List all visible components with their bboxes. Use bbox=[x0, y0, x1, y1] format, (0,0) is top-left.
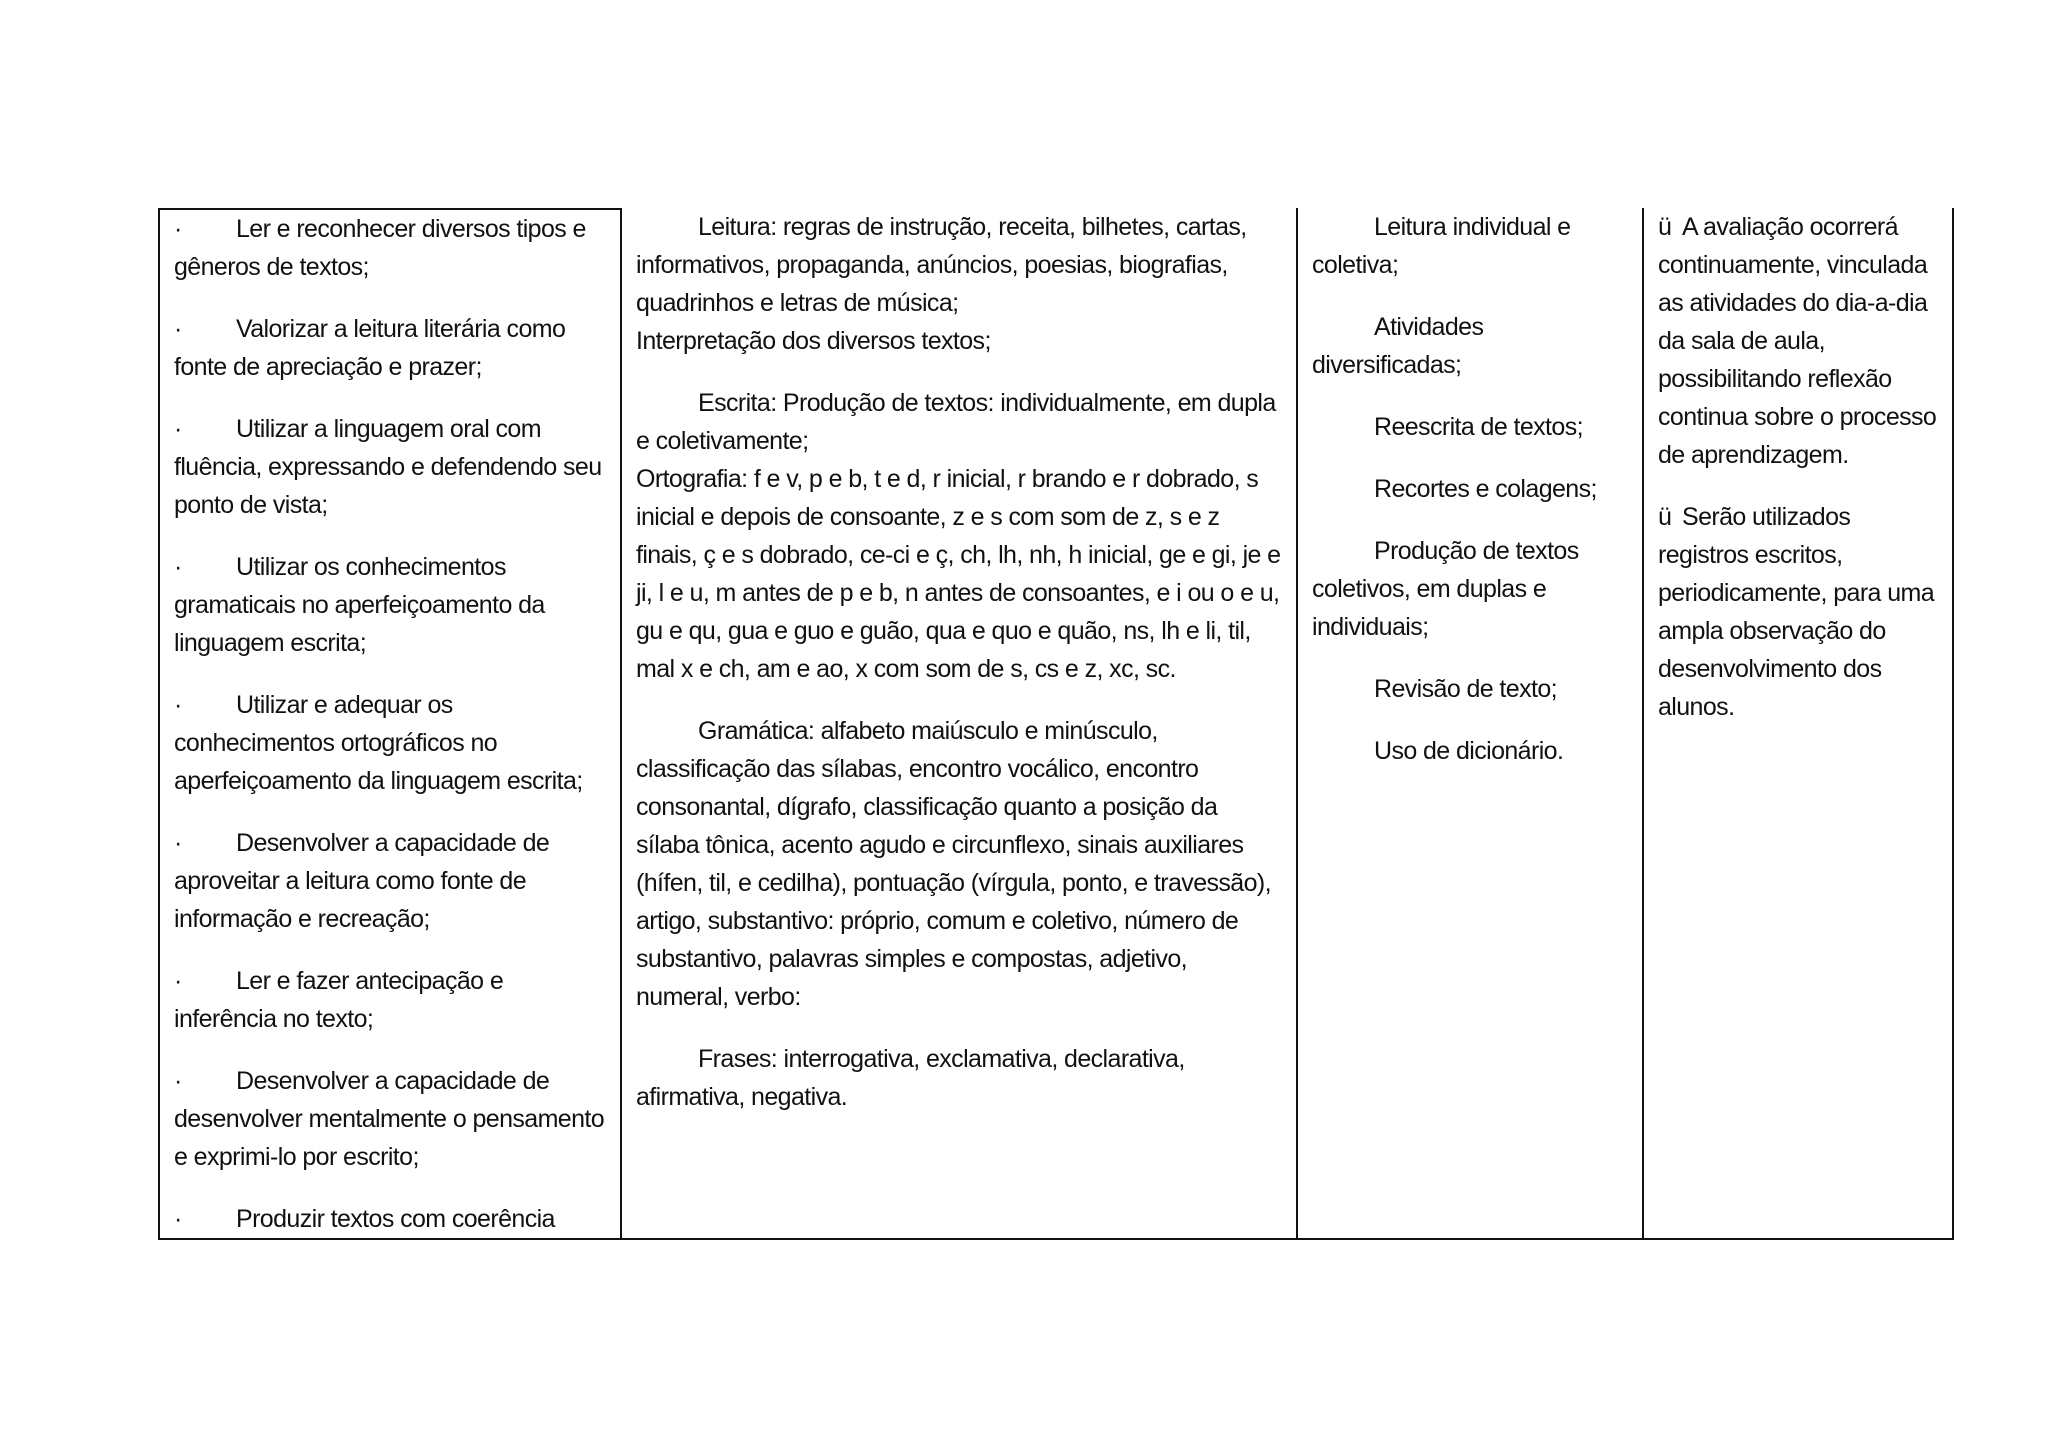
evaluation-text: A avaliação ocorrerá continuamente, vinculada as atividades do dia-a-dia da sala de aula, possibilitando reflexão continua sobre o processo de aprendizagem. bbox=[1658, 213, 1937, 469]
sentences-text: Frases: interrogativa, exclamativa, declarativa, afirmativa, negativa. bbox=[636, 1045, 1185, 1111]
bullet-marker: · bbox=[174, 315, 182, 343]
methodology-item: Uso de dicionário. bbox=[1374, 737, 1564, 765]
methodology-item: Reescrita de textos; bbox=[1374, 413, 1583, 441]
writing-block bbox=[636, 384, 1284, 688]
objectives-column bbox=[158, 208, 622, 1238]
evaluation-item bbox=[1658, 208, 1944, 474]
grammar-text: Gramática: alfabeto maiúsculo e minúsculo, classificação das sílabas, encontro vocálico, encontro consonantal, dígrafo, classificação quanto a posição da sílaba tônica, acento agudo e circunflexo, sinais auxiliares (hífen, til, e cedilha), pontuação (vírgula, ponto, e travessão), artigo, substantivo: próprio, comum e coletivo, número de substantivo, palavras simples e compostas, adjetivo, numeral, verbo: bbox=[636, 717, 1271, 1011]
lesson-plan-table bbox=[158, 208, 1954, 1240]
evaluation-item bbox=[1658, 498, 1944, 726]
objective-item bbox=[174, 1200, 610, 1238]
bullet-marker: · bbox=[174, 691, 182, 719]
objective-text: Utilizar e adequar os conhecimentos ortográficos no aperfeiçoamento da linguagem escrita; bbox=[174, 691, 583, 795]
objective-text: Desenvolver a capacidade de desenvolver mentalmente o pensamento e exprimi-lo por escrito; bbox=[174, 1067, 605, 1171]
bullet-marker: · bbox=[174, 415, 182, 443]
objective-text: Utilizar os conhecimentos gramaticais no aperfeiçoamento da linguagem escrita; bbox=[174, 553, 545, 657]
bullet-marker: · bbox=[174, 1205, 182, 1233]
objective-item bbox=[174, 962, 610, 1038]
objective-text: Desenvolver a capacidade de aproveitar a leitura como fonte de informação e recreação; bbox=[174, 829, 550, 933]
objective-item bbox=[174, 824, 610, 938]
bullet-marker: · bbox=[174, 553, 182, 581]
objective-item bbox=[174, 210, 610, 286]
methodology-column bbox=[1298, 208, 1644, 1238]
spelling-text: Ortografia: f e v, p e b, t e d, r inicial, r brando e r dobrado, s inicial e depois de consoante, z e s com som de z, s e z finais, ç e s dobrado, ce-ci e ç, ch, lh, nh, h inicial, ge e gi, je e ji, l e u, m antes de p e b, n antes de consoantes, e i ou o e u, gu e qu, gua e guo e guão, qua e quo e quão, ns, lh e li, til, mal x e ch, am e ao, x com som de s, cs e z, xc, sc. bbox=[636, 465, 1281, 683]
objective-item bbox=[174, 410, 610, 524]
objective-item bbox=[174, 686, 610, 800]
methodology-item: Atividades diversificadas; bbox=[1312, 313, 1484, 379]
objective-text: Utilizar a linguagem oral com fluência, expressando e defendendo seu ponto de vista; bbox=[174, 415, 602, 519]
objective-text: Valorizar a leitura literária como fonte de apreciação e prazer; bbox=[174, 315, 566, 381]
check-marker: ü bbox=[1658, 503, 1672, 531]
contents-column bbox=[622, 208, 1298, 1238]
methodology-item: Recortes e colagens; bbox=[1374, 475, 1597, 503]
bullet-marker: · bbox=[174, 829, 182, 857]
check-marker: ü bbox=[1658, 213, 1672, 241]
objective-item bbox=[174, 1062, 610, 1176]
objective-item bbox=[174, 548, 610, 662]
methodology-item: Leitura individual e coletiva; bbox=[1312, 213, 1571, 279]
interpretation-text: Interpretação dos diversos textos; bbox=[636, 327, 991, 355]
bullet-marker: · bbox=[174, 215, 182, 243]
objective-text: Ler e reconhecer diversos tipos e gêneros de textos; bbox=[174, 215, 586, 281]
evaluation-text: Serão utilizados registros escritos, periodicamente, para uma ampla observação do desenvolvimento dos alunos. bbox=[1658, 503, 1935, 721]
reading-text: Leitura: regras de instrução, receita, bilhetes, cartas, informativos, propaganda, anúncios, poesias, biografias, quadrinhos e letras de música; bbox=[636, 213, 1247, 317]
objective-text: Produzir textos com coerência bbox=[236, 1205, 555, 1233]
evaluation-column bbox=[1644, 208, 1954, 1238]
objective-item bbox=[174, 310, 610, 386]
objective-text: Ler e fazer antecipação e inferência no texto; bbox=[174, 967, 504, 1033]
bullet-marker: · bbox=[174, 967, 182, 995]
writing-text: Escrita: Produção de textos: individualmente, em dupla e coletivamente; bbox=[636, 389, 1276, 455]
methodology-item: Revisão de texto; bbox=[1374, 675, 1557, 703]
methodology-item: Produção de textos coletivos, em duplas e individuais; bbox=[1312, 537, 1579, 641]
reading-block bbox=[636, 208, 1284, 360]
bullet-marker: · bbox=[174, 1067, 182, 1095]
